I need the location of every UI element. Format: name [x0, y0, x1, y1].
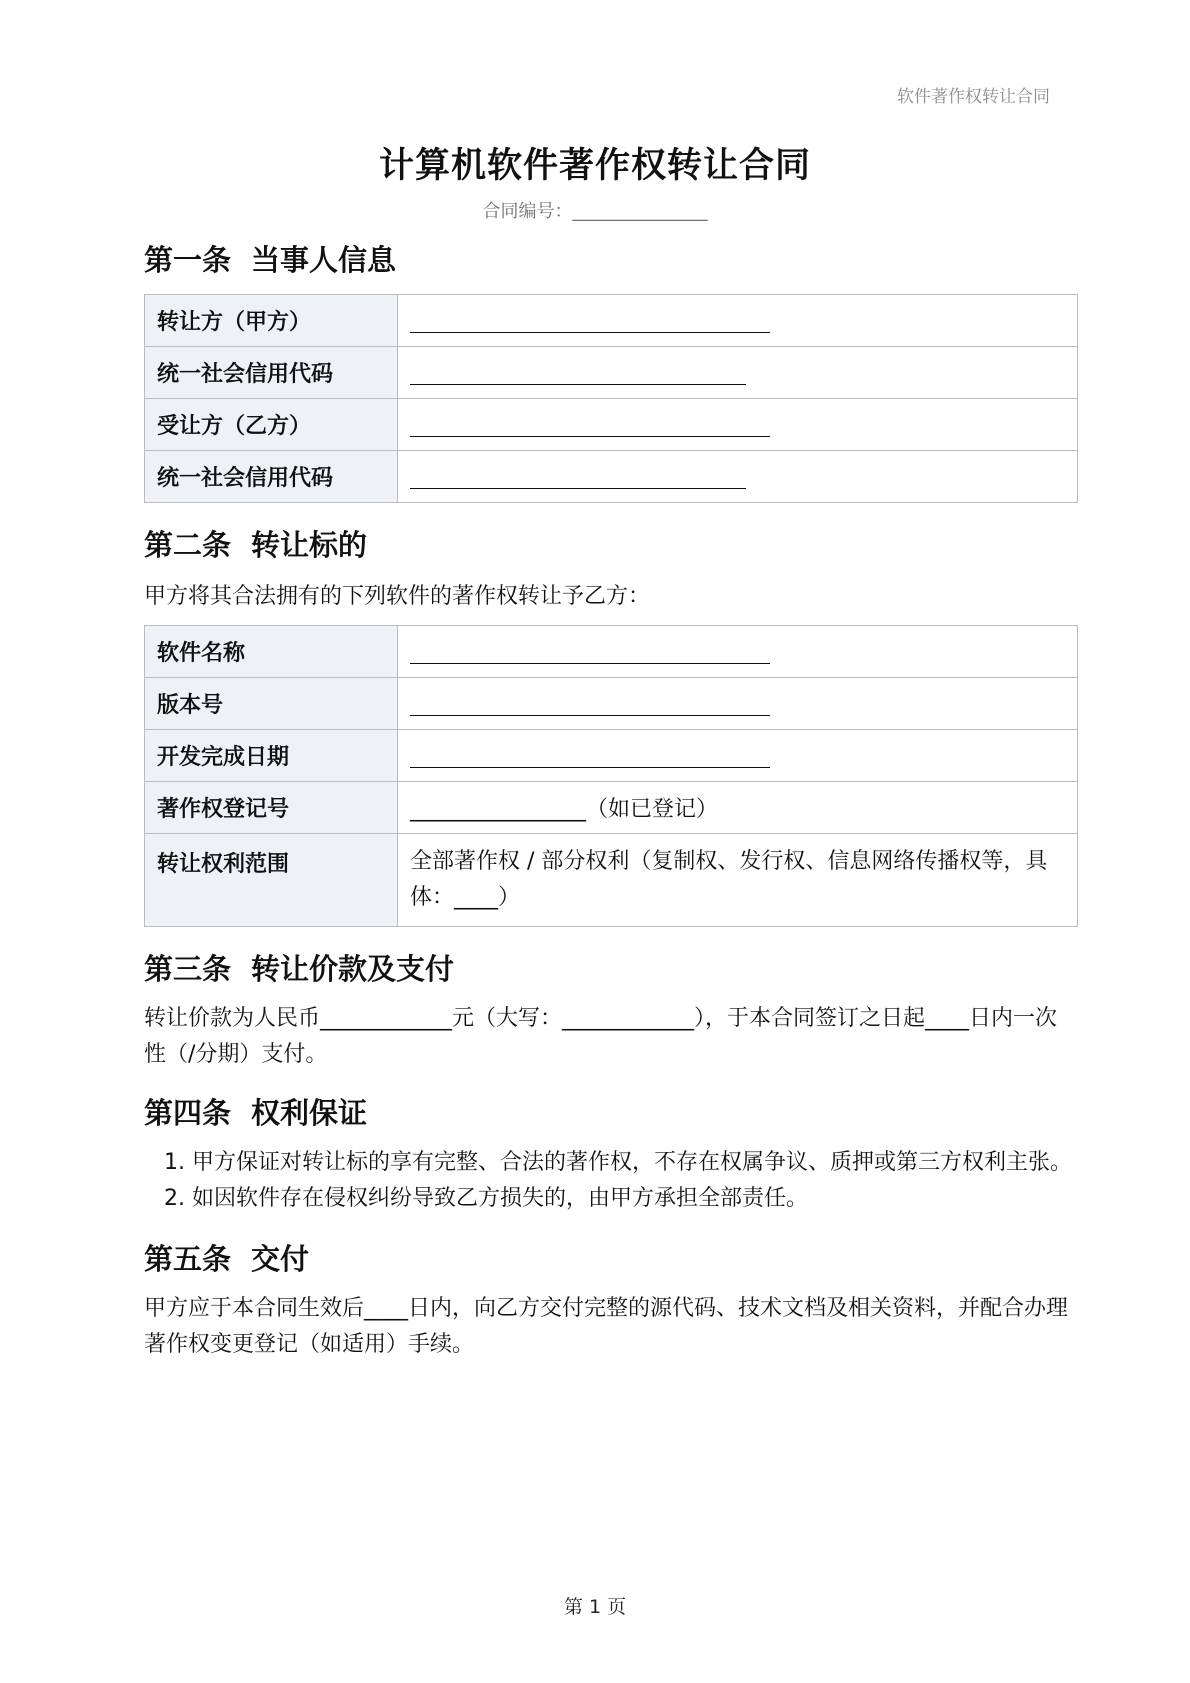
table-row	[145, 626, 1078, 678]
section-4-heading	[144, 1093, 1076, 1133]
fill-in-line	[410, 360, 746, 385]
row-label: 开发完成日期	[145, 730, 398, 782]
section-title: 转让价款及支付	[251, 952, 455, 986]
contract-number: 合同编号：_______________	[482, 201, 708, 222]
fill-in-line	[410, 639, 770, 664]
table-row	[145, 834, 1078, 927]
fill-in-line	[410, 743, 770, 768]
parties-table	[144, 294, 1078, 503]
fill-in-line	[410, 691, 770, 716]
section-3-body: 转让价款为人民币____________元（大写：____________），于本合同签订之日起____日内一次性（/分期）支付。	[144, 1006, 1058, 1067]
guarantee-list	[144, 1145, 1076, 1217]
table-row	[145, 451, 1078, 503]
section-number: 第一条	[144, 243, 232, 277]
list-item: 1. 甲方保证对转让标的享有完整、合法的著作权，不存在权属争议、质押或第三方权利主张。	[192, 1145, 1076, 1181]
contract-body	[144, 240, 1076, 1363]
section-5-body: 甲方应于本合同生效后____日内，向乙方交付完整的源代码、技术文档及相关资料，并配合办理著作权变更登记（如适用）手续。	[144, 1296, 1069, 1357]
section-number: 第二条	[144, 528, 232, 562]
section-title: 交付	[251, 1242, 310, 1276]
row-label: 转让权利范围	[145, 834, 398, 927]
document-title: 计算机软件著作权转让合同	[378, 146, 811, 186]
row-value-blank	[398, 626, 1078, 678]
section-2-heading	[144, 525, 1076, 565]
section-5-heading	[144, 1239, 1076, 1279]
section-number: 第四条	[144, 1096, 232, 1130]
row-value-blank	[398, 678, 1078, 730]
section-3-heading	[144, 949, 1076, 989]
section-title: 转让标的	[251, 528, 368, 562]
subject-table	[144, 625, 1078, 927]
fill-in-line	[410, 464, 746, 489]
row-label: 版本号	[145, 678, 398, 730]
row-value-blank	[398, 730, 1078, 782]
section-title: 权利保证	[251, 1096, 368, 1130]
section-title: 当事人信息	[251, 243, 397, 277]
row-label: 软件名称	[145, 626, 398, 678]
section-number: 第五条	[144, 1242, 232, 1276]
row-label: 统一社会信用代码	[145, 451, 398, 503]
table-row	[145, 678, 1078, 730]
section-1-heading	[144, 240, 1076, 280]
list-item: 2. 如因软件存在侵权纠纷导致乙方损失的，由甲方承担全部责任。	[192, 1181, 1076, 1217]
row-value-blank	[398, 347, 1078, 399]
table-row	[145, 730, 1078, 782]
row-label: 著作权登记号	[145, 782, 398, 834]
fill-in-line	[410, 308, 770, 333]
row-label: 转让方（甲方）	[145, 295, 398, 347]
row-value: ________________（如已登记）	[398, 782, 1078, 834]
fill-in-line	[410, 412, 770, 437]
table-row	[145, 782, 1078, 834]
table-row	[145, 295, 1078, 347]
running-header: 软件著作权转让合同	[897, 87, 1050, 107]
section-number: 第三条	[144, 952, 232, 986]
table-row	[145, 347, 1078, 399]
row-label: 统一社会信用代码	[145, 347, 398, 399]
row-value: 全部著作权 / 部分权利（复制权、发行权、信息网络传播权等，具体：____）	[398, 834, 1078, 927]
row-value-blank	[398, 399, 1078, 451]
row-value-blank	[398, 295, 1078, 347]
page-number: 第 1 页	[563, 1596, 627, 1618]
row-value-blank	[398, 451, 1078, 503]
row-label: 受让方（乙方）	[145, 399, 398, 451]
table-row	[145, 399, 1078, 451]
section-2-intro: 甲方将其合法拥有的下列软件的著作权转让予乙方：	[144, 584, 651, 609]
